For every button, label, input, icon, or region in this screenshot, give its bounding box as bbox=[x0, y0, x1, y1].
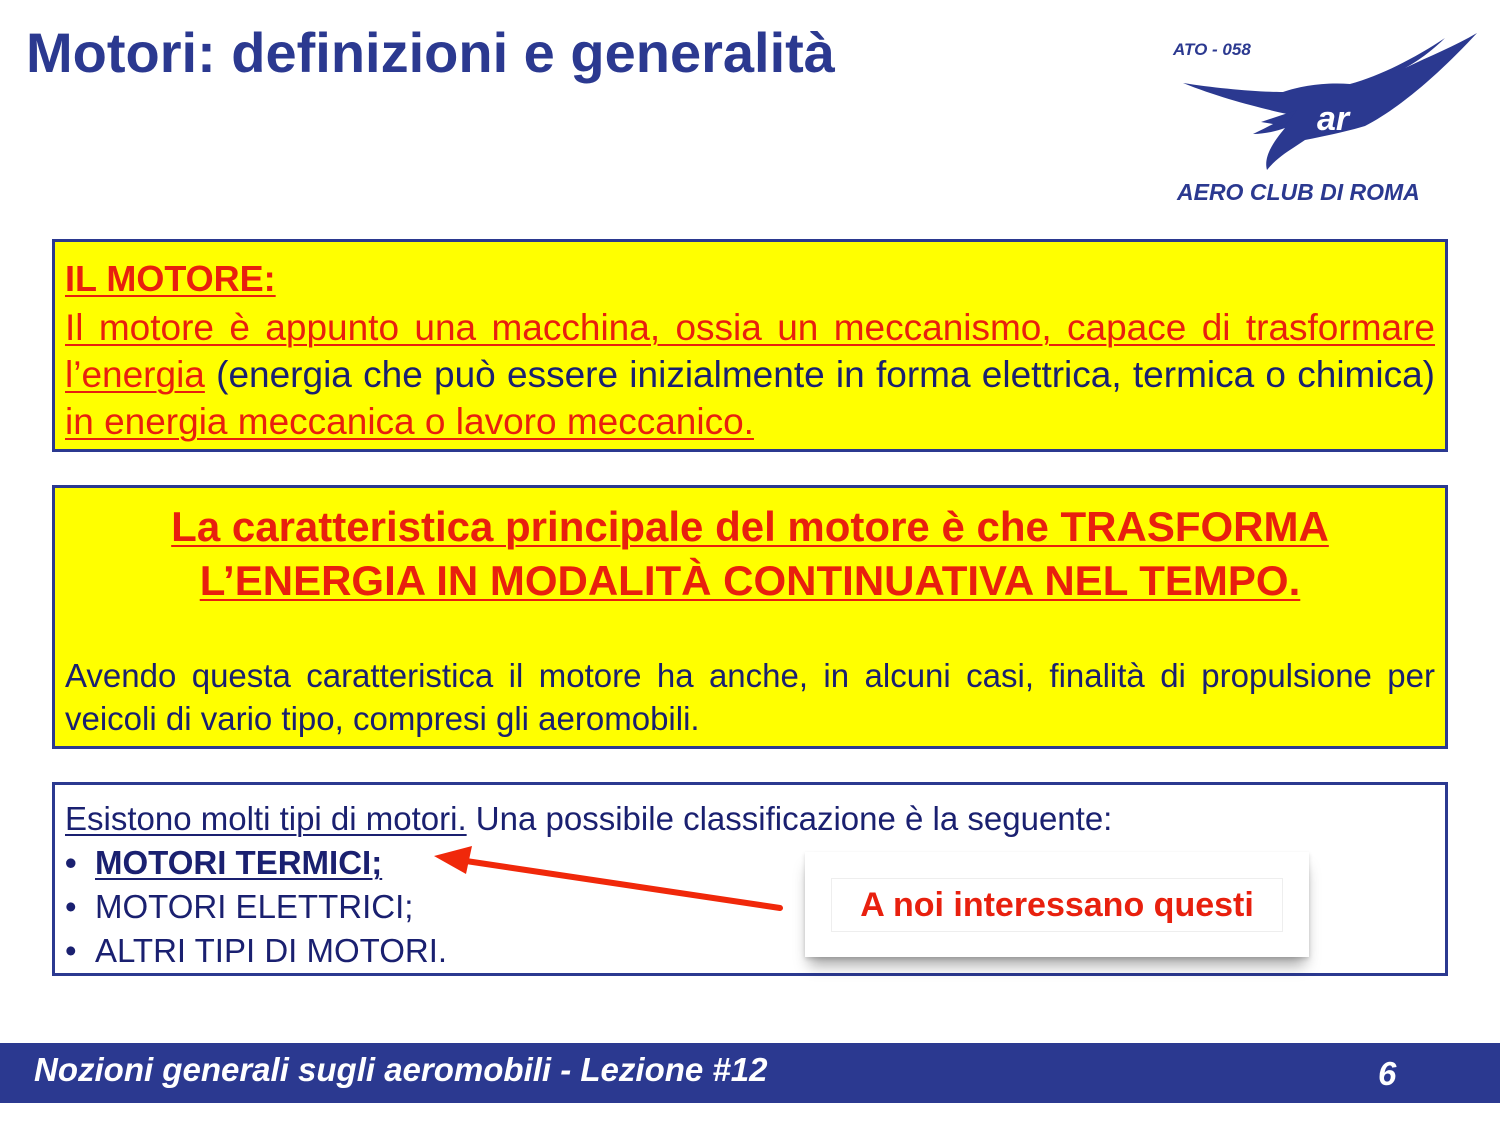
definition-part-2: (energia che può essere inizialmente in forma elettrica, termica o chimica) bbox=[204, 354, 1435, 395]
intro-rest: Una possibile classificazione è la seguente: bbox=[466, 800, 1113, 837]
footer-bar bbox=[0, 1043, 1500, 1103]
motor-definition-box bbox=[52, 239, 1448, 452]
arrow-icon bbox=[420, 838, 790, 918]
characteristic-text: Avendo questa caratteristica il motore ha anche, in alcuni casi, finalità di propulsione per veicoli di vario tipo, compresi gli aeromobili. bbox=[65, 657, 1435, 737]
motor-type-label: MOTORI ELETTRICI; bbox=[95, 888, 414, 925]
bullet-icon: • bbox=[65, 888, 77, 925]
intro-underlined: Esistono molti tipi di motori. bbox=[65, 800, 467, 837]
definition-text bbox=[65, 304, 1435, 445]
definition-part-3: in energia meccanica o lavoro meccanico. bbox=[65, 401, 754, 442]
logo-code: ATO - 058 bbox=[1173, 40, 1251, 59]
page-number: 6 bbox=[1378, 1055, 1397, 1092]
slide-title: Motori: definizioni e generalità bbox=[26, 21, 835, 84]
callout-frame bbox=[831, 878, 1283, 932]
aero-club-logo bbox=[1165, 28, 1485, 213]
callout-box bbox=[805, 852, 1309, 957]
bullet-icon: • bbox=[65, 844, 77, 881]
footer-lesson-title: Nozioni generali sugli aeromobili - Lezione #12 bbox=[34, 1051, 768, 1088]
motor-type-label: MOTORI TERMICI; bbox=[95, 844, 383, 881]
definition-part-1: Il motore è appunto una macchina, ossia un meccanismo, capace di trasformare l’energia bbox=[65, 307, 1435, 395]
bullet-icon: • bbox=[65, 932, 77, 969]
logo-monogram: ar bbox=[1317, 100, 1350, 138]
main-characteristic-box bbox=[52, 485, 1448, 749]
motor-type-label: ALTRI TIPI DI MOTORI. bbox=[95, 932, 448, 969]
classification-intro bbox=[65, 797, 1435, 841]
definition-heading: IL MOTORE: bbox=[65, 258, 276, 299]
characteristic-highlight: La caratteristica principale del motore è che TRASFORMA L’ENERGIA IN MODALITÀ CONTINUATIVA NEL TEMPO. bbox=[171, 503, 1329, 604]
logo-name: AERO CLUB DI ROMA bbox=[1177, 179, 1420, 205]
callout-text: A noi interessano questi bbox=[860, 885, 1254, 924]
